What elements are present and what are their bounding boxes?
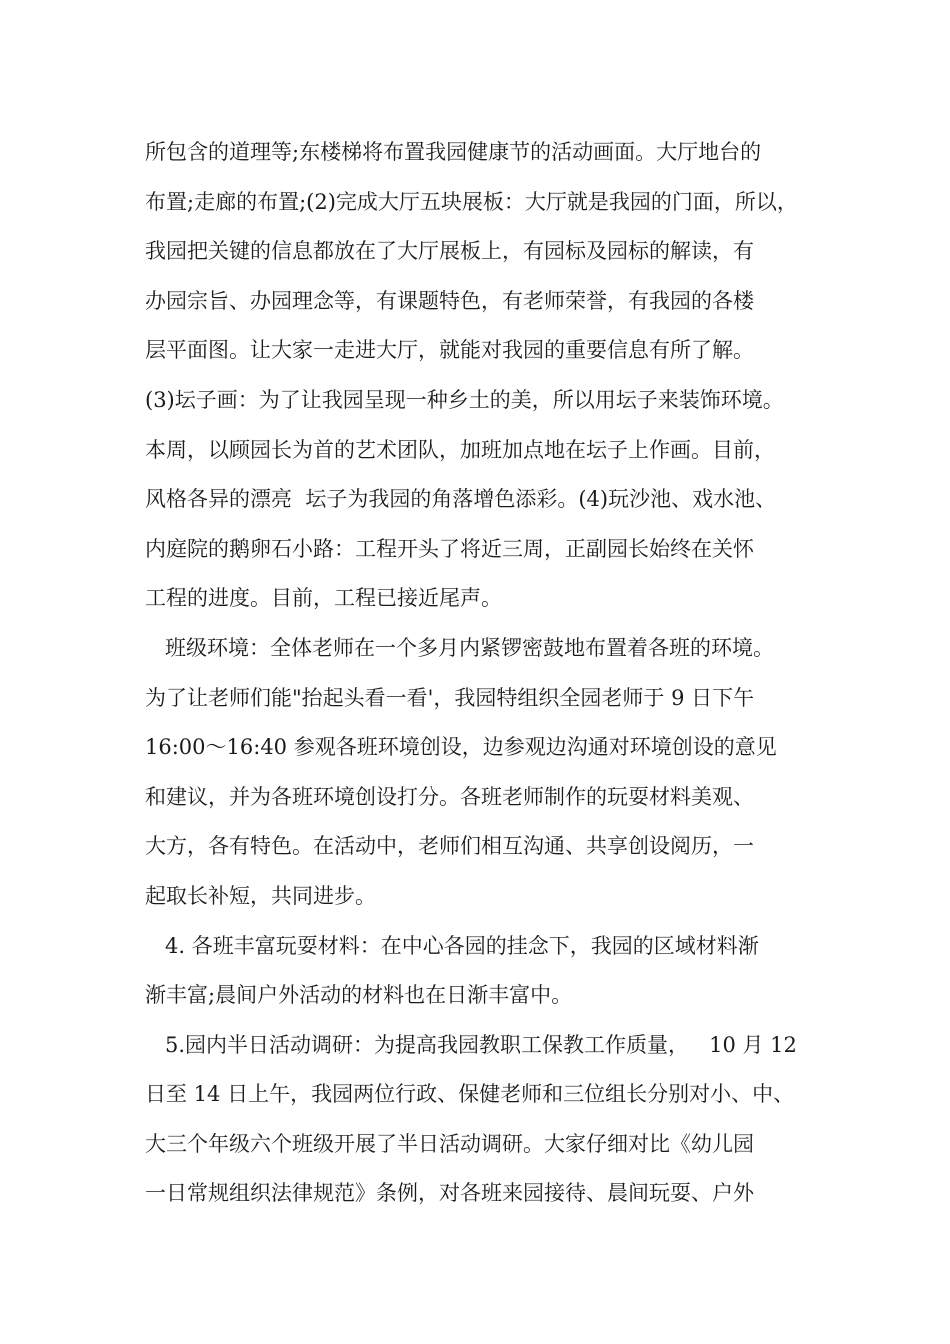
text-line: 16:00～16:40 参观各班环境创设，边参观边沟通对环境创设的意见: [145, 735, 777, 760]
text-line: 风格各异的漂亮 坛子为我园的角落增色添彩。(4)玩沙池、戏水池、: [145, 487, 777, 512]
text-line: 渐丰富;晨间户外活动的材料也在日渐丰富中。: [145, 983, 573, 1008]
text-line: 我园把关键的信息都放在了大厅展板上，有园标及园标的解读，有: [145, 239, 754, 264]
text-line: 工程的进度。目前，工程已接近尾声。: [145, 586, 502, 611]
text-line: 层平面图。让大家一走进大厅，就能对我园的重要信息有所了解。: [145, 338, 754, 363]
text-line: 内庭院的鹅卵石小路：工程开头了将近三周，正副园长始终在关怀: [145, 536, 754, 561]
text-line: 班级环境：全体老师在一个多月内紧锣密鼓地布置着各班的环境。: [145, 635, 775, 660]
text-line: 所包含的道理等;东楼梯将布置我园健康节的活动画面。大厅地台的: [145, 140, 762, 164]
text-line: 大三个年级六个班级开展了半日活动调研。大家仔细对比《幼儿园: [145, 1131, 754, 1156]
text-line: (3)坛子画：为了让我园呈现一种乡土的美，所以用坛子来装饰环境。: [145, 387, 784, 412]
text-line: 一日常规组织法律规范》条例，对各班来园接待、晨间玩耍、户外: [145, 1181, 754, 1206]
text-line: 5.园内半日活动调研：为提高我园教职工保教工作质量， 10 月 12: [145, 1032, 797, 1057]
text-line: 办园宗旨、办园理念等，有课题特色，有老师荣誉，有我园的各楼: [145, 288, 754, 313]
text-line: 4. 各班丰富玩耍材料：在中心各园的挂念下，我园的区域材料渐: [145, 933, 759, 958]
text-line: 和建议，并为各班环境创设打分。各班老师制作的玩耍材料美观、: [145, 784, 754, 809]
text-line: 布置;走廊的布置;(2)完成大厅五块展板：大厅就是我园的门面，所以，: [145, 189, 798, 214]
text-line: 为了让老师们能"抬起头看一看'，我园特组织全园老师于 9 日下午: [145, 685, 755, 710]
text-line: 日至 14 日上午，我园两位行政、保健老师和三位组长分别对小、中、: [145, 1082, 795, 1107]
document-body: [145, 128, 825, 1219]
text-line: 大方，各有特色。在活动中，老师们相互沟通、共享创设阅历，一: [145, 834, 754, 859]
text-line: 起取长补短，共同进步。: [145, 883, 376, 908]
text-line: 本周，以顾园长为首的艺术团队，加班加点地在坛子上作画。目前，: [145, 437, 775, 462]
